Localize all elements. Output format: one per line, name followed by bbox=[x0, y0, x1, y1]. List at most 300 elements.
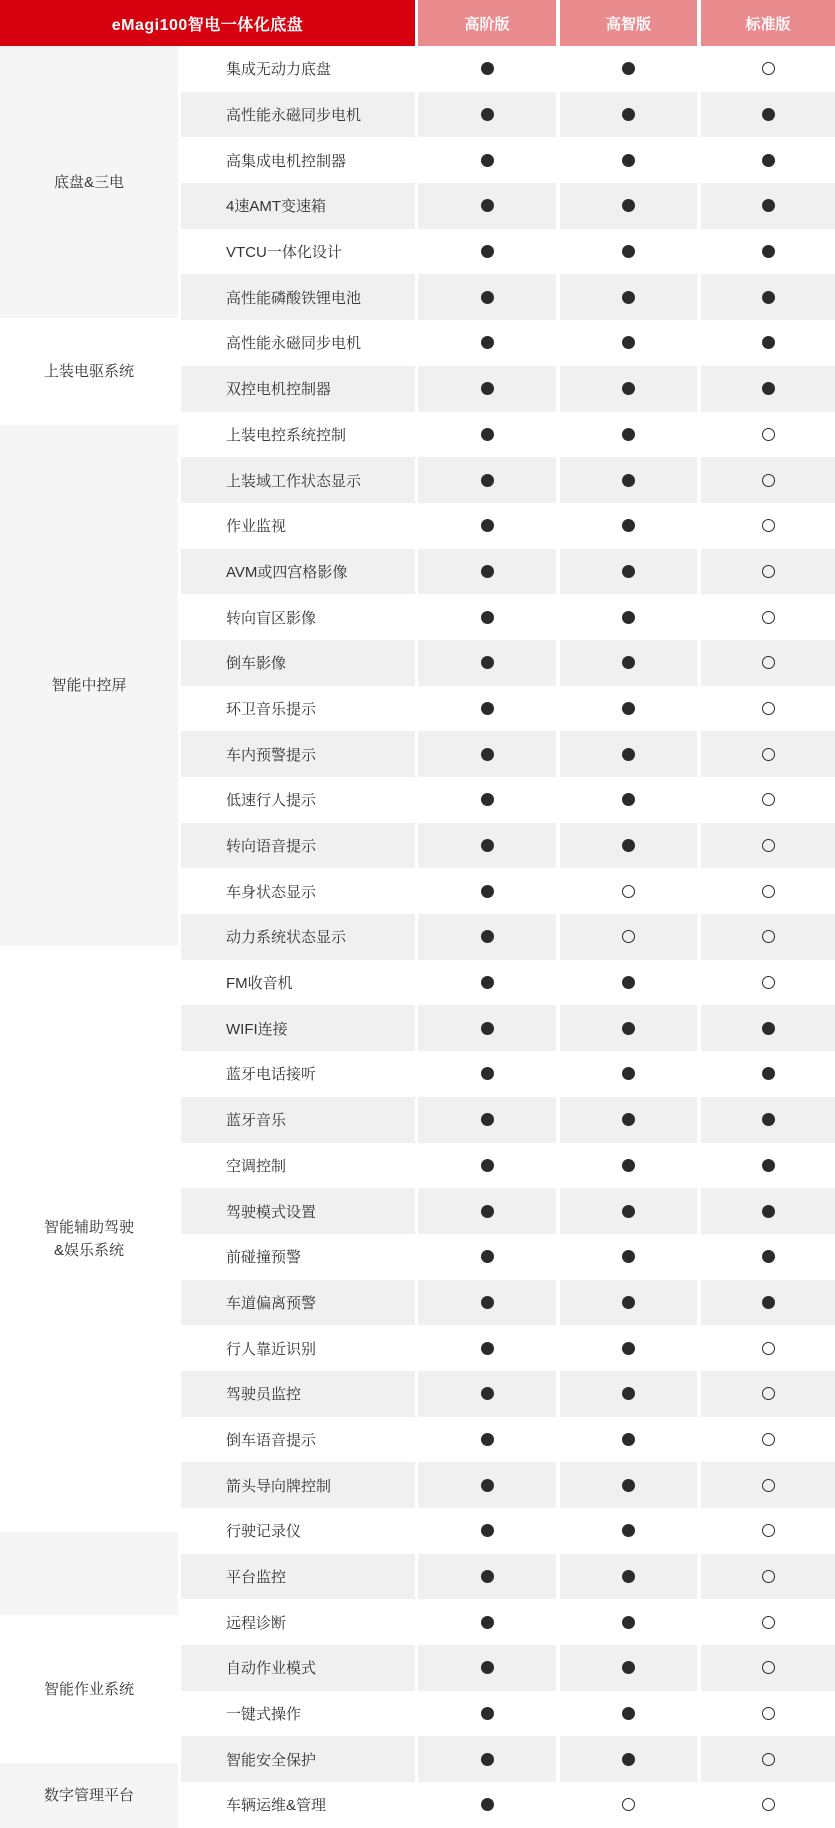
availability-cell bbox=[701, 1599, 835, 1645]
filled-circle-icon bbox=[762, 199, 775, 212]
availability-cell bbox=[560, 1325, 697, 1371]
availability-cell bbox=[418, 1736, 556, 1782]
feature-row bbox=[178, 549, 835, 595]
availability-cell bbox=[560, 777, 697, 823]
filled-circle-icon bbox=[481, 336, 494, 349]
availability-cell bbox=[418, 366, 556, 412]
availability-cell bbox=[560, 1234, 697, 1280]
availability-cell bbox=[560, 914, 697, 960]
availability-cell bbox=[560, 640, 697, 686]
availability-cell bbox=[701, 366, 835, 412]
filled-circle-icon bbox=[622, 1296, 635, 1309]
feature-row bbox=[178, 1371, 835, 1417]
feature-row bbox=[178, 1280, 835, 1326]
feature-label: 车道偏离预警 bbox=[181, 1280, 415, 1326]
availability-cell bbox=[560, 594, 697, 640]
availability-cell bbox=[701, 1234, 835, 1280]
filled-circle-icon bbox=[481, 291, 494, 304]
feature-row bbox=[178, 320, 835, 366]
feature-label: 车辆运维&管理 bbox=[226, 1797, 327, 1815]
availability-cell bbox=[418, 137, 556, 183]
category-cell bbox=[0, 1615, 178, 1763]
category-label: 底盘&三电 bbox=[53, 173, 124, 191]
availability-cell bbox=[418, 229, 556, 275]
availability-cell bbox=[560, 1371, 697, 1417]
availability-cell bbox=[560, 1554, 697, 1600]
empty-circle-icon bbox=[762, 1570, 775, 1583]
filled-circle-icon bbox=[481, 1661, 494, 1674]
availability-cell bbox=[560, 229, 697, 275]
filled-circle-icon bbox=[762, 1296, 775, 1309]
empty-circle-icon bbox=[762, 656, 775, 669]
availability-cell bbox=[418, 914, 556, 960]
filled-circle-icon bbox=[622, 382, 635, 395]
feature-row bbox=[178, 1645, 835, 1691]
filled-circle-icon bbox=[622, 108, 635, 121]
feature-row bbox=[178, 777, 835, 823]
feature-row bbox=[178, 686, 835, 732]
availability-cell bbox=[560, 503, 697, 549]
availability-cell bbox=[418, 960, 556, 1006]
feature-label: 驾驶模式设置 bbox=[181, 1188, 415, 1234]
filled-circle-icon bbox=[481, 1753, 494, 1766]
availability-cell bbox=[701, 229, 835, 275]
category-label: 智能中控屏 bbox=[51, 676, 127, 694]
filled-circle-icon bbox=[481, 1570, 494, 1583]
filled-circle-icon bbox=[481, 474, 494, 487]
feature-row bbox=[178, 1554, 835, 1600]
feature-label: 远程诊断 bbox=[226, 1614, 287, 1632]
filled-circle-icon bbox=[622, 702, 635, 715]
category-cell bbox=[0, 1532, 178, 1615]
filled-circle-icon bbox=[622, 1661, 635, 1674]
feature-row bbox=[178, 1508, 835, 1554]
availability-cell bbox=[560, 92, 697, 138]
availability-cell bbox=[701, 1462, 835, 1508]
availability-cell bbox=[701, 503, 835, 549]
feature-label: 行驶记录仪 bbox=[226, 1523, 302, 1541]
empty-circle-icon bbox=[762, 1433, 775, 1446]
availability-cell bbox=[418, 1417, 556, 1463]
filled-circle-icon bbox=[622, 1753, 635, 1766]
empty-circle-icon bbox=[622, 885, 635, 898]
availability-cell bbox=[701, 1188, 835, 1234]
availability-cell bbox=[418, 1188, 556, 1234]
feature-row bbox=[178, 1097, 835, 1143]
availability-cell bbox=[418, 868, 556, 914]
availability-cell bbox=[418, 46, 556, 92]
filled-circle-icon bbox=[481, 839, 494, 852]
availability-cell bbox=[418, 503, 556, 549]
availability-cell bbox=[701, 457, 835, 503]
feature-label: 转向语音提示 bbox=[181, 823, 415, 869]
feature-row bbox=[178, 960, 835, 1006]
empty-circle-icon bbox=[762, 976, 775, 989]
feature-label: 箭头导向牌控制 bbox=[181, 1462, 415, 1508]
availability-cell bbox=[701, 868, 835, 914]
feature-label: FM收音机 bbox=[226, 975, 293, 993]
feature-label: VTCU一体化设计 bbox=[226, 244, 342, 262]
filled-circle-icon bbox=[762, 1022, 775, 1035]
availability-cell bbox=[560, 823, 697, 869]
feature-label: 蓝牙电话接听 bbox=[226, 1066, 317, 1084]
filled-circle-icon bbox=[481, 154, 494, 167]
feature-label: 高性能永磁同步电机 bbox=[181, 92, 415, 138]
filled-circle-icon bbox=[622, 291, 635, 304]
filled-circle-icon bbox=[481, 1433, 494, 1446]
availability-cell bbox=[701, 1051, 835, 1097]
trim-column-header: 高智版 bbox=[560, 0, 697, 46]
filled-circle-icon bbox=[481, 108, 494, 121]
filled-circle-icon bbox=[622, 611, 635, 624]
availability-cell bbox=[701, 1325, 835, 1371]
feature-row bbox=[178, 1736, 835, 1782]
feature-label: 行人靠近识别 bbox=[226, 1340, 317, 1358]
availability-cell bbox=[418, 320, 556, 366]
category-label: 智能作业系统 bbox=[43, 1680, 134, 1698]
empty-circle-icon bbox=[762, 1479, 775, 1492]
feature-row bbox=[178, 92, 835, 138]
availability-cell bbox=[701, 320, 835, 366]
filled-circle-icon bbox=[762, 154, 775, 167]
category-column bbox=[0, 46, 178, 1828]
empty-circle-icon bbox=[762, 1387, 775, 1400]
product-title: eMagi100智电一体化底盘 bbox=[0, 0, 415, 46]
availability-cell bbox=[418, 1280, 556, 1326]
filled-circle-icon bbox=[481, 1113, 494, 1126]
feature-label: AVM或四宫格影像 bbox=[181, 549, 415, 595]
feature-row bbox=[178, 594, 835, 640]
feature-row bbox=[178, 868, 835, 914]
filled-circle-icon bbox=[481, 1342, 494, 1355]
availability-cell bbox=[701, 1005, 835, 1051]
feature-label: 双控电机控制器 bbox=[181, 366, 415, 412]
filled-circle-icon bbox=[622, 1524, 635, 1537]
availability-cell bbox=[560, 412, 697, 458]
filled-circle-icon bbox=[622, 199, 635, 212]
filled-circle-icon bbox=[622, 336, 635, 349]
filled-circle-icon bbox=[481, 1205, 494, 1218]
feature-row bbox=[178, 1782, 835, 1828]
filled-circle-icon bbox=[622, 1387, 635, 1400]
filled-circle-icon bbox=[481, 245, 494, 258]
availability-cell bbox=[418, 1554, 556, 1600]
filled-circle-icon bbox=[481, 1067, 494, 1080]
filled-circle-icon bbox=[622, 1433, 635, 1446]
empty-circle-icon bbox=[762, 1616, 775, 1629]
feature-label: 一键式操作 bbox=[226, 1706, 302, 1724]
feature-label: 高性能磷酸铁锂电池 bbox=[181, 274, 415, 320]
availability-cell bbox=[701, 1417, 835, 1463]
availability-cell bbox=[701, 914, 835, 960]
filled-circle-icon bbox=[622, 565, 635, 578]
filled-circle-icon bbox=[481, 382, 494, 395]
category-cell bbox=[0, 318, 178, 424]
availability-cell bbox=[418, 640, 556, 686]
filled-circle-icon bbox=[481, 1479, 494, 1492]
empty-circle-icon bbox=[762, 428, 775, 441]
feature-row bbox=[178, 1005, 835, 1051]
availability-cell bbox=[701, 777, 835, 823]
availability-cell bbox=[701, 731, 835, 777]
filled-circle-icon bbox=[622, 1205, 635, 1218]
availability-cell bbox=[701, 274, 835, 320]
feature-row bbox=[178, 640, 835, 686]
availability-cell bbox=[701, 823, 835, 869]
filled-circle-icon bbox=[622, 245, 635, 258]
feature-label: 空调控制 bbox=[226, 1157, 287, 1175]
availability-cell bbox=[418, 1051, 556, 1097]
availability-cell bbox=[560, 1645, 697, 1691]
availability-cell bbox=[418, 1782, 556, 1828]
feature-row bbox=[178, 137, 835, 183]
availability-cell bbox=[418, 1371, 556, 1417]
availability-cell bbox=[560, 366, 697, 412]
filled-circle-icon bbox=[622, 793, 635, 806]
availability-cell bbox=[560, 1691, 697, 1737]
feature-row bbox=[178, 46, 835, 92]
filled-circle-icon bbox=[622, 1616, 635, 1629]
feature-rows bbox=[178, 46, 835, 1828]
filled-circle-icon bbox=[481, 1022, 494, 1035]
availability-cell bbox=[701, 183, 835, 229]
filled-circle-icon bbox=[762, 1159, 775, 1172]
availability-cell bbox=[418, 823, 556, 869]
availability-cell bbox=[418, 274, 556, 320]
feature-row bbox=[178, 1417, 835, 1463]
feature-row bbox=[178, 366, 835, 412]
empty-circle-icon bbox=[762, 1661, 775, 1674]
availability-cell bbox=[701, 1691, 835, 1737]
feature-label: 倒车语音提示 bbox=[226, 1431, 317, 1449]
filled-circle-icon bbox=[481, 565, 494, 578]
feature-label: 驾驶员监控 bbox=[181, 1371, 415, 1417]
filled-circle-icon bbox=[762, 108, 775, 121]
feature-row bbox=[178, 1599, 835, 1645]
availability-cell bbox=[418, 731, 556, 777]
availability-cell bbox=[418, 412, 556, 458]
availability-cell bbox=[560, 1599, 697, 1645]
availability-cell bbox=[560, 549, 697, 595]
availability-cell bbox=[418, 1599, 556, 1645]
filled-circle-icon bbox=[481, 62, 494, 75]
filled-circle-icon bbox=[481, 930, 494, 943]
filled-circle-icon bbox=[622, 428, 635, 441]
table-header-row bbox=[0, 0, 835, 46]
empty-circle-icon bbox=[762, 1798, 775, 1811]
availability-cell bbox=[560, 137, 697, 183]
availability-cell bbox=[418, 594, 556, 640]
empty-circle-icon bbox=[762, 519, 775, 532]
filled-circle-icon bbox=[481, 1296, 494, 1309]
feature-label: 平台监控 bbox=[181, 1554, 415, 1600]
availability-cell bbox=[701, 686, 835, 732]
filled-circle-icon bbox=[481, 1250, 494, 1263]
feature-label: 智能安全保护 bbox=[181, 1736, 415, 1782]
availability-cell bbox=[560, 46, 697, 92]
filled-circle-icon bbox=[622, 1570, 635, 1583]
empty-circle-icon bbox=[762, 748, 775, 761]
empty-circle-icon bbox=[762, 62, 775, 75]
availability-cell bbox=[701, 640, 835, 686]
category-cell bbox=[0, 946, 178, 1532]
filled-circle-icon bbox=[622, 154, 635, 167]
availability-cell bbox=[560, 320, 697, 366]
availability-cell bbox=[418, 549, 556, 595]
feature-row bbox=[178, 1234, 835, 1280]
availability-cell bbox=[560, 1508, 697, 1554]
filled-circle-icon bbox=[622, 474, 635, 487]
category-label: 数字管理平台 bbox=[43, 1786, 134, 1804]
availability-cell bbox=[418, 183, 556, 229]
feature-label: 上装电控系统控制 bbox=[226, 426, 347, 444]
availability-cell bbox=[701, 1645, 835, 1691]
availability-cell bbox=[418, 1097, 556, 1143]
category-cell bbox=[0, 425, 178, 946]
empty-circle-icon bbox=[762, 839, 775, 852]
trim-column-header: 高阶版 bbox=[418, 0, 556, 46]
filled-circle-icon bbox=[481, 976, 494, 989]
filled-circle-icon bbox=[622, 748, 635, 761]
feature-label: 倒车影像 bbox=[181, 640, 415, 686]
feature-label: 低速行人提示 bbox=[226, 792, 317, 810]
filled-circle-icon bbox=[481, 1524, 494, 1537]
availability-cell bbox=[418, 1691, 556, 1737]
feature-row bbox=[178, 1325, 835, 1371]
filled-circle-icon bbox=[481, 199, 494, 212]
availability-cell bbox=[560, 686, 697, 732]
availability-cell bbox=[701, 92, 835, 138]
availability-cell bbox=[560, 183, 697, 229]
availability-cell bbox=[418, 1645, 556, 1691]
filled-circle-icon bbox=[622, 1067, 635, 1080]
table-body bbox=[0, 46, 835, 1828]
feature-row bbox=[178, 412, 835, 458]
filled-circle-icon bbox=[481, 428, 494, 441]
availability-cell bbox=[560, 1097, 697, 1143]
availability-cell bbox=[560, 1462, 697, 1508]
feature-label: 蓝牙音乐 bbox=[181, 1097, 415, 1143]
filled-circle-icon bbox=[622, 1250, 635, 1263]
availability-cell bbox=[701, 549, 835, 595]
filled-circle-icon bbox=[622, 1159, 635, 1172]
feature-label: 自动作业模式 bbox=[181, 1645, 415, 1691]
empty-circle-icon bbox=[762, 1707, 775, 1720]
category-cell bbox=[0, 1763, 178, 1828]
filled-circle-icon bbox=[481, 519, 494, 532]
availability-cell bbox=[418, 1143, 556, 1189]
availability-cell bbox=[701, 1736, 835, 1782]
filled-circle-icon bbox=[481, 1707, 494, 1720]
filled-circle-icon bbox=[622, 1342, 635, 1355]
filled-circle-icon bbox=[481, 1798, 494, 1811]
feature-label: 作业监视 bbox=[226, 518, 287, 536]
availability-cell bbox=[560, 960, 697, 1006]
availability-cell bbox=[560, 457, 697, 503]
feature-label: 高集成电机控制器 bbox=[226, 152, 347, 170]
filled-circle-icon bbox=[622, 1113, 635, 1126]
feature-row bbox=[178, 1462, 835, 1508]
filled-circle-icon bbox=[481, 885, 494, 898]
filled-circle-icon bbox=[622, 656, 635, 669]
availability-cell bbox=[701, 1554, 835, 1600]
feature-row bbox=[178, 274, 835, 320]
availability-cell bbox=[701, 1143, 835, 1189]
availability-cell bbox=[418, 1462, 556, 1508]
empty-circle-icon bbox=[762, 474, 775, 487]
availability-cell bbox=[560, 1782, 697, 1828]
feature-label: 集成无动力底盘 bbox=[226, 61, 332, 79]
filled-circle-icon bbox=[481, 702, 494, 715]
feature-label: 环卫音乐提示 bbox=[226, 700, 317, 718]
availability-cell bbox=[418, 1234, 556, 1280]
availability-cell bbox=[418, 457, 556, 503]
empty-circle-icon bbox=[762, 611, 775, 624]
availability-cell bbox=[701, 1097, 835, 1143]
availability-cell bbox=[418, 1508, 556, 1554]
feature-label: 车内预警提示 bbox=[181, 731, 415, 777]
filled-circle-icon bbox=[622, 1707, 635, 1720]
availability-cell bbox=[701, 1782, 835, 1828]
availability-cell bbox=[560, 1051, 697, 1097]
filled-circle-icon bbox=[622, 976, 635, 989]
availability-cell bbox=[701, 1280, 835, 1326]
category-cell bbox=[0, 46, 178, 318]
feature-row bbox=[178, 229, 835, 275]
availability-cell bbox=[701, 1371, 835, 1417]
feature-row bbox=[178, 1051, 835, 1097]
filled-circle-icon bbox=[762, 1205, 775, 1218]
availability-cell bbox=[701, 1508, 835, 1554]
availability-cell bbox=[701, 594, 835, 640]
availability-cell bbox=[560, 1736, 697, 1782]
availability-cell bbox=[560, 1143, 697, 1189]
category-label: 智能辅助驾驶&娱乐系统 bbox=[43, 1219, 134, 1260]
availability-cell bbox=[418, 1325, 556, 1371]
filled-circle-icon bbox=[622, 519, 635, 532]
filled-circle-icon bbox=[622, 839, 635, 852]
feature-row bbox=[178, 1188, 835, 1234]
feature-row bbox=[178, 823, 835, 869]
availability-cell bbox=[418, 1005, 556, 1051]
feature-row bbox=[178, 183, 835, 229]
filled-circle-icon bbox=[622, 1022, 635, 1035]
feature-row bbox=[178, 457, 835, 503]
availability-cell bbox=[701, 46, 835, 92]
feature-row bbox=[178, 731, 835, 777]
availability-cell bbox=[560, 1005, 697, 1051]
filled-circle-icon bbox=[481, 611, 494, 624]
feature-label: 转向盲区影像 bbox=[226, 609, 317, 627]
empty-circle-icon bbox=[762, 1753, 775, 1766]
availability-cell bbox=[560, 1417, 697, 1463]
filled-circle-icon bbox=[622, 62, 635, 75]
feature-label: 高性能永磁同步电机 bbox=[226, 335, 362, 353]
empty-circle-icon bbox=[762, 565, 775, 578]
availability-cell bbox=[560, 868, 697, 914]
trim-column-header: 标准版 bbox=[701, 0, 835, 46]
filled-circle-icon bbox=[481, 1387, 494, 1400]
filled-circle-icon bbox=[762, 1250, 775, 1263]
empty-circle-icon bbox=[622, 930, 635, 943]
availability-cell bbox=[560, 731, 697, 777]
filled-circle-icon bbox=[622, 1479, 635, 1492]
empty-circle-icon bbox=[762, 1342, 775, 1355]
availability-cell bbox=[418, 686, 556, 732]
filled-circle-icon bbox=[762, 245, 775, 258]
empty-circle-icon bbox=[762, 1524, 775, 1537]
filled-circle-icon bbox=[481, 656, 494, 669]
